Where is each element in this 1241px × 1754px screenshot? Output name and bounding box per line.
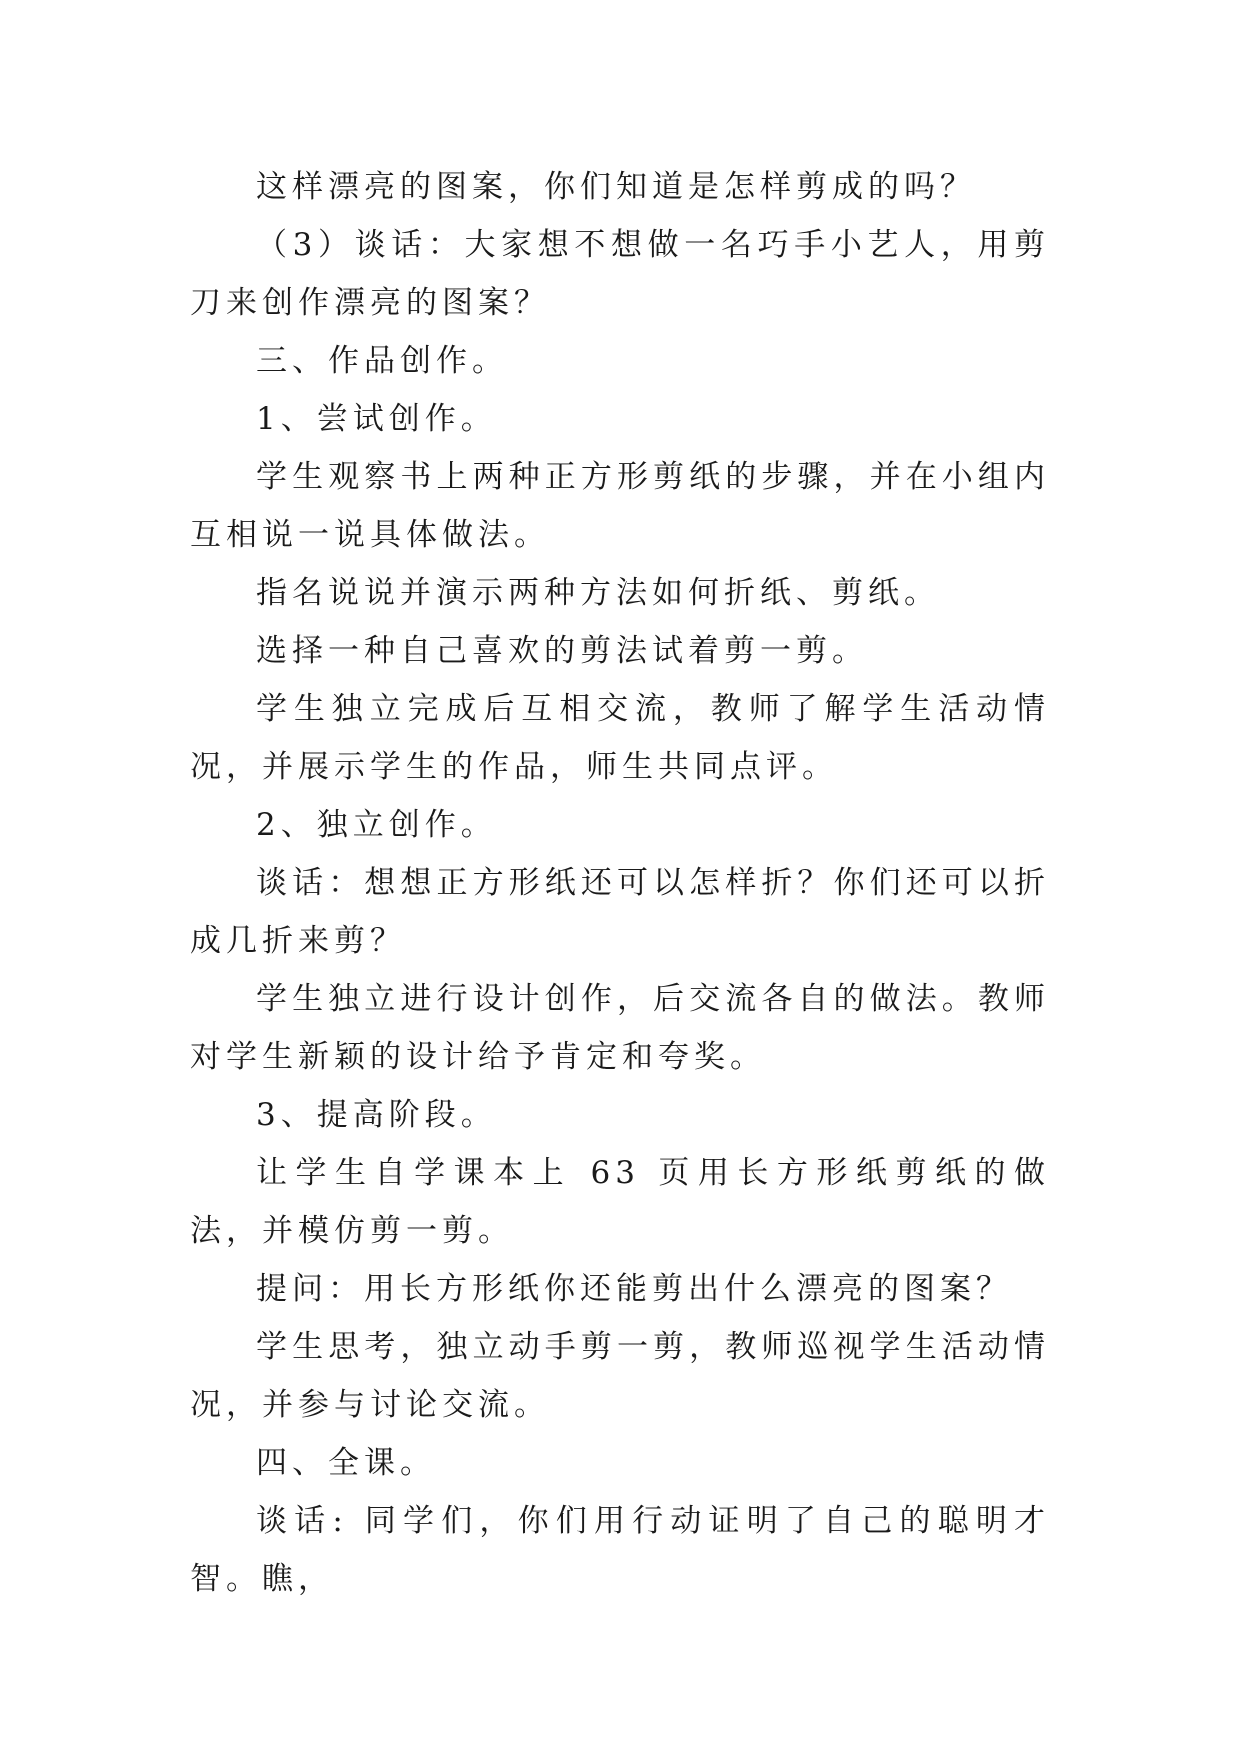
- paragraph-8: 学生独立完成后互相交流，教师了解学生活动情况，并展示学生的作品，师生共同点评。: [190, 691, 1050, 785]
- section-heading-4: 四、全课。: [256, 1445, 436, 1481]
- subheading-1: 1、尝试创作。: [256, 401, 497, 437]
- section-heading-3: 三、作品创作。: [256, 343, 508, 379]
- paragraph-7: 选择一种自己喜欢的剪法试着剪一剪。: [256, 633, 868, 669]
- paragraph-17: 谈话: 同学们，你们用行动证明了自己的聪明才智。瞧，: [190, 1503, 1050, 1597]
- subheading-3: 3、提高阶段。: [256, 1097, 497, 1133]
- paragraph-14: 提问：用长方形纸你还能剪出什么漂亮的图案？: [256, 1271, 1012, 1307]
- paragraph-15: 学生思考，独立动手剪一剪，教师巡视学生活动情况，并参与讨论交流。: [190, 1329, 1050, 1423]
- subheading-2: 2、独立创作。: [256, 807, 497, 843]
- paragraph-10: 谈话：想想正方形纸还可以怎样折？你们还可以折成几折来剪？: [190, 865, 1050, 959]
- paragraph-13: 让学生自学课本上 63 页用长方形纸剪纸的做法，并模仿剪一剪。: [190, 1155, 1050, 1249]
- paragraph-2: （3）谈话：大家想不想做一名巧手小艺人，用剪刀来创作漂亮的图案？: [190, 227, 1050, 321]
- paragraph-1: 这样漂亮的图案，你们知道是怎样剪成的吗？: [256, 169, 976, 205]
- paragraph-5: 学生观察书上两种正方形剪纸的步骤，并在小组内互相说一说具体做法。: [190, 459, 1050, 553]
- paragraph-6: 指名说说并演示两种方法如何折纸、剪纸。: [256, 575, 940, 611]
- paragraph-11: 学生独立进行设计创作，后交流各自的做法。教师对学生新颖的设计给予肯定和夸奖。: [190, 981, 1050, 1075]
- document-body: [190, 158, 1050, 1608]
